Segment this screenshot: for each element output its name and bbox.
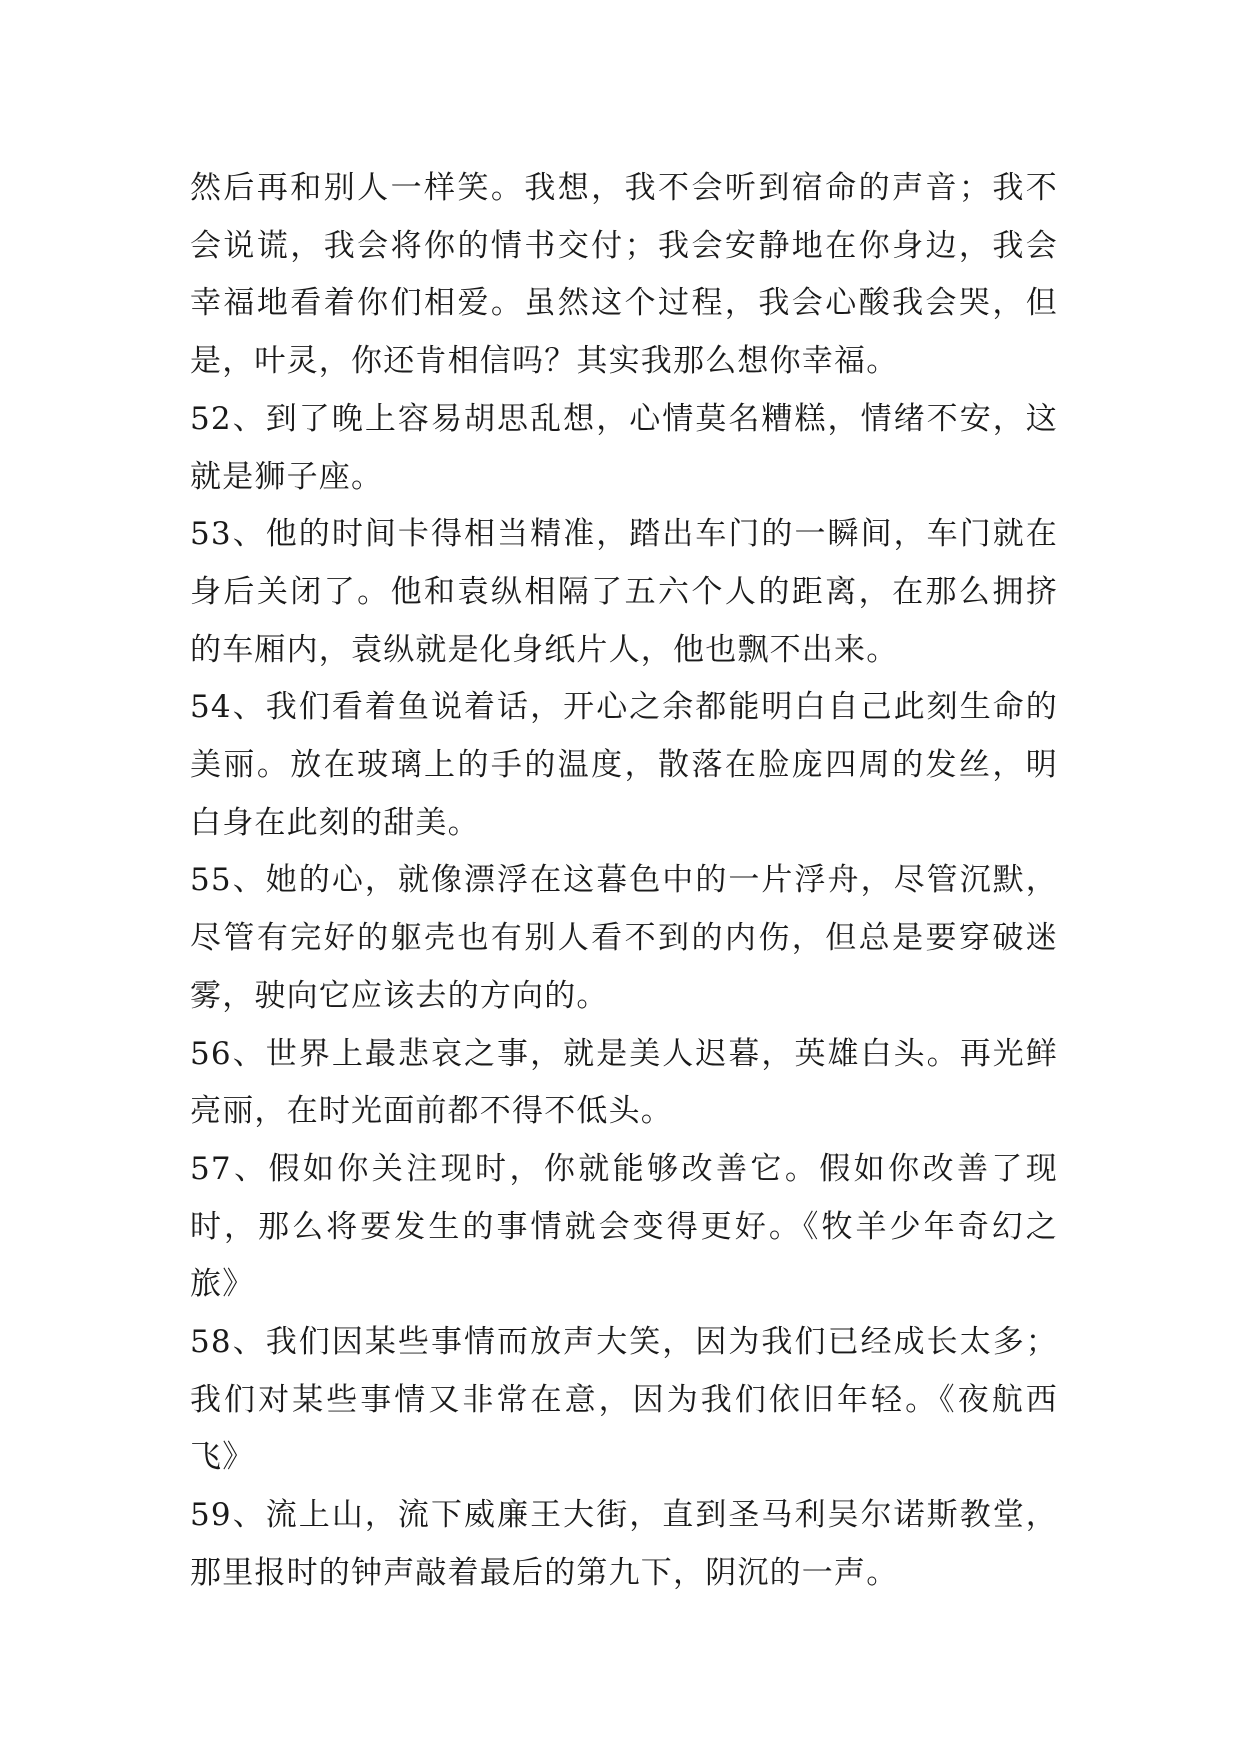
document-body <box>190 160 1058 1603</box>
paragraph-continuation: 然后再和别人一样笑。我想，我不会听到宿命的声音；我不会说谎，我会将你的情书交付；我会安静地在你身边，我会幸福地看着你们相爱。虽然这个过程，我会心酸我会哭，但是，叶灵，你还肯相信吗？其实我那么想你幸福。 <box>190 170 1058 380</box>
paragraph-57: 57、假如你关注现时，你就能够改善它。假如你改善了现时，那么将要发生的事情就会变得更好。《牧羊少年奇幻之旅》 <box>190 1150 1058 1303</box>
paragraph-58: 58、我们因某些事情而放声大笑，因为我们已经成长太多；我们对某些事情又非常在意，因为我们依旧年轻。《夜航西飞》 <box>190 1324 1058 1476</box>
paragraph-53: 53、他的时间卡得相当精准，踏出车门的一瞬间，车门就在身后关闭了。他和袁纵相隔了五六个人的距离，在那么拥挤的车厢内，袁纵就是化身纸片人，他也飘不出来。 <box>190 516 1058 668</box>
paragraph-54: 54、我们看着鱼说着话，开心之余都能明白自己此刻生命的美丽。放在玻璃上的手的温度，散落在脸庞四周的发丝，明白身在此刻的甜美。 <box>190 689 1058 841</box>
paragraph-52: 52、到了晚上容易胡思乱想，心情莫名糟糕，情绪不安，这就是狮子座。 <box>190 400 1058 495</box>
paragraph-59: 59、流上山，流下威廉王大街，直到圣马利吴尔诺斯教堂，那里报时的钟声敲着最后的第九下，阴沉的一声。 <box>190 1497 1058 1591</box>
paragraph-56: 56、世界上最悲哀之事，就是美人迟暮，英雄白头。再光鲜亮丽，在时光面前都不得不低头。 <box>190 1035 1058 1130</box>
paragraph-55: 55、她的心，就像漂浮在这暮色中的一片浮舟，尽管沉默，尽管有完好的躯壳也有别人看不到的内伤，但总是要穿破迷雾，驶向它应该去的方向的。 <box>190 862 1058 1014</box>
